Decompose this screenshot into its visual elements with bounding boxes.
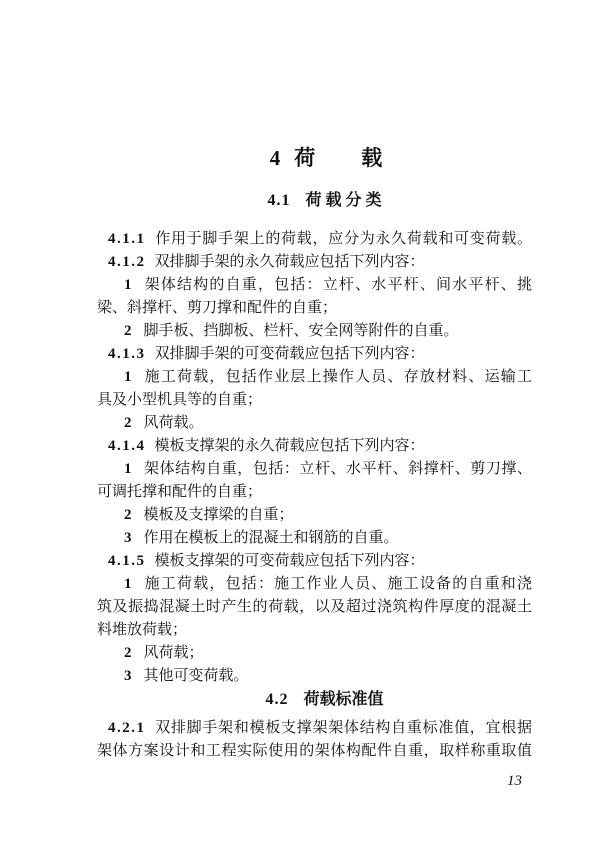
section-title: 荷 载 分 类 (305, 192, 382, 209)
clause-number: 4.1.5 (108, 553, 146, 569)
clause-number: 4.1.2 (108, 254, 146, 270)
clause-number: 4.2.1 (108, 720, 146, 736)
line-text: 具及小型机具等的自重； (97, 392, 263, 408)
page-number: 13 (507, 773, 522, 789)
line-text: 可调托撑和配件的自重； (97, 484, 263, 500)
chapter-heading (109, 146, 544, 170)
list-item-line (97, 504, 532, 527)
section-heading-4-1 (107, 190, 542, 212)
list-item-line (97, 642, 532, 665)
line-text: 模板及支撑梁的自重； (143, 507, 294, 523)
line-text: 风荷载。 (143, 415, 204, 431)
chapter-title-char-2: 载 (361, 146, 384, 170)
line-text: 风荷载； (143, 645, 204, 661)
line-text: 模板支撑架的永久荷载应包括下列内容： (154, 438, 425, 454)
line-text: 作用在模板上的混凝土和钢筋的自重。 (143, 530, 399, 546)
clause-number: 4.1.4 (108, 438, 146, 454)
line-text: 架体方案设计和工程实际使用的架体构配件自重，取样称重取值 (97, 743, 532, 759)
item-number: 2 (124, 415, 132, 431)
chapter-number: 4 (269, 146, 282, 170)
continuation-line (97, 740, 532, 763)
line-text: 施工荷载，包括：施工作业人员、施工设备的自重和浇 (143, 576, 532, 592)
line-text: 施工荷载，包括作业层上操作人员、存放材料、运输工 (143, 369, 532, 385)
line-text: 双排脚手架的可变荷载应包括下列内容： (154, 346, 425, 362)
clause-line (97, 228, 532, 251)
clause-line (97, 550, 532, 573)
item-number: 1 (124, 461, 132, 477)
clause-line (97, 717, 532, 740)
item-number: 3 (124, 530, 132, 546)
item-number: 2 (124, 507, 132, 523)
list-item-line (97, 274, 532, 297)
text-column (97, 0, 532, 763)
item-number: 1 (124, 369, 132, 385)
item-number: 3 (124, 668, 132, 684)
item-number: 2 (124, 645, 132, 661)
section-title: 荷载标准值 (303, 691, 384, 708)
item-number: 2 (124, 323, 132, 339)
line-text: 模板支撑架的可变荷载应包括下列内容： (154, 553, 425, 569)
section-4-1-body (97, 228, 532, 688)
clause-line (97, 251, 532, 274)
clause-number: 4.1.1 (108, 231, 146, 247)
item-number: 1 (124, 277, 132, 293)
continuation-line (97, 596, 532, 619)
line-text: 架体结构的自重，包括：立杆、水平杆、间水平杆、挑 (143, 277, 532, 293)
continuation-line (97, 389, 532, 412)
continuation-line (97, 619, 532, 642)
list-item-line (97, 665, 532, 688)
line-text: 双排脚手架和模板支撑架架体结构自重标准值，宜根据 (154, 720, 532, 736)
list-item-line (97, 412, 532, 435)
clause-line (97, 435, 532, 458)
chapter-title-char-1: 荷 (294, 146, 317, 170)
line-text: 脚手板、挡脚板、栏杆、安全网等附件的自重。 (143, 323, 459, 339)
item-number: 1 (124, 576, 132, 592)
section-number: 4.2 (265, 691, 289, 708)
line-text: 作用于脚手架上的荷载，应分为永久荷载和可变荷载。 (154, 231, 532, 247)
line-text: 筑及振捣混凝土时产生的荷载，以及超过浇筑构件厚度的混凝土 (97, 599, 532, 615)
section-4-2-body (97, 717, 532, 763)
section-number: 4.1 (267, 192, 291, 209)
list-item-line (97, 573, 532, 596)
section-heading-4-2 (107, 690, 542, 710)
continuation-line (97, 297, 532, 320)
clause-number: 4.1.3 (108, 346, 146, 362)
line-text: 双排脚手架的永久荷载应包括下列内容： (154, 254, 425, 270)
list-item-line (97, 527, 532, 550)
line-text: 架体结构自重，包括：立杆、水平杆、斜撑杆、剪刀撑、 (143, 461, 532, 477)
line-text: 梁、斜撑杆、剪刀撑和配件的自重； (97, 300, 338, 316)
list-item-line (97, 458, 532, 481)
list-item-line (97, 366, 532, 389)
continuation-line (97, 481, 532, 504)
clause-line (97, 343, 532, 366)
line-text: 料堆放荷载； (97, 622, 188, 638)
line-text: 其他可变荷载。 (143, 668, 249, 684)
list-item-line (97, 320, 532, 343)
